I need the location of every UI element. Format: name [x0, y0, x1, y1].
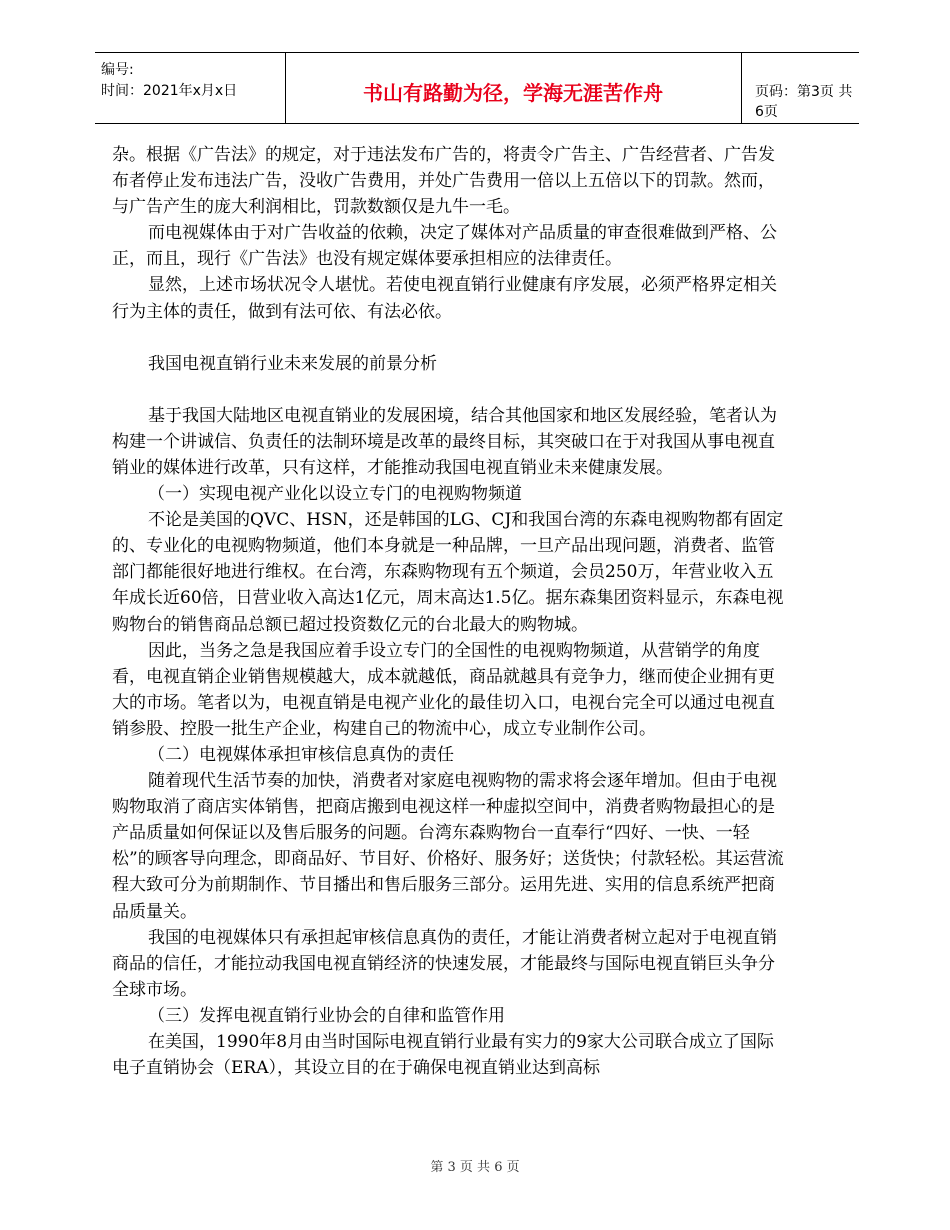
paragraph: 显然，上述市场状况令人堪忧。若使电视直销行业健康有序发展，必须严格界定相关行为主体的责任，做到有法可依、有法必依。 — [112, 275, 777, 322]
document-date-label: 时间：2021年x月x日 — [101, 83, 238, 99]
paragraph: 而电视媒体由于对广告收益的依赖，决定了媒体对产品质量的审查很难做到严格、公正，而且，现行《广告法》也没有规定媒体要承担相应的法律责任。 — [112, 223, 777, 270]
paragraph: 不论是美国的QVC、HSN，还是韩国的LG、CJ和我国台湾的东森电视购物都有固定的、专业化的电视购物频道，他们本身就是一种品牌，一旦产品出现问题，消费者、监管部门都能很好地进行维权。在台湾，东森购物现有五个频道，会员250万，年营业收入五年成长近60倍，日营业收入高达1亿元，周末高达1.5亿。据东森集团资料显示，东森电视购物台的销售商品总额已超过投资数亿元的台北最大的购物城。 — [112, 510, 784, 635]
section-heading: 我国电视直销行业未来发展的前景分析 — [148, 353, 437, 374]
paragraph: 我国的电视媒体只有承担起审核信息真伪的责任，才能让消费者树立起对于电视直销商品的信任，才能拉动我国电视直销经济的快速发展，才能最终与国际电视直销巨头争分全球市场。 — [112, 927, 777, 1000]
header-motto: 书山有路勤为径，学海无涯苦作舟 — [363, 81, 663, 105]
page-footer — [0, 1156, 950, 1175]
subsection-heading-1: （一）实现电视产业化以设立专门的电视购物频道 — [148, 484, 522, 505]
page-header — [95, 52, 859, 124]
subsection-heading-3: （三）发挥电视直销行业协会的自律和监管作用 — [148, 1005, 505, 1026]
paragraph: 因此，当务之急是我国应着手设立专门的全国性的电视购物频道，从营销学的角度看，电视直销企业销售规模越大，成本就越低，商品就越具有竞争力，继而使企业拥有更大的市场。笔者以为，电视直销是电视产业化的最佳切入口，电视台完全可以通过电视直销参股、控股一批生产企业，构建自己的物流中心，成立专业制作公司。 — [112, 640, 775, 739]
paragraph: 随着现代生活节奏的加快，消费者对家庭电视购物的需求将会逐年增加。但由于电视购物取消了商店实体销售，把商店搬到电视这样一种虚拟空间中，消费者购物最担心的是产品质量如何保证以及售后服务的问题。台湾东森购物台一直奉行“四好、一快、一轻松”的顾客导向理念，即商品好、节目好、价格好、服务好；送货快；付款轻松。其运营流程大致可分为前期制作、节目播出和售后服务三部分。运用先进、实用的信息系统严把商品质量关。 — [112, 771, 784, 922]
header-info-cell — [95, 53, 286, 123]
paragraph: 杂。根据《广告法》的规定，对于违法发布广告的，将责令广告主、广告经营者、广告发布者停止发布违法广告，没收广告费用，并处广告费用一倍以上五倍以下的罚款。然而，与广告产生的庞大利润相比，罚款数额仅是九牛一毛。 — [112, 145, 775, 218]
header-page-number: 页码：第3页 共6页 — [755, 84, 853, 120]
footer-page-number: 第 3 页 共 6 页 — [430, 1160, 520, 1175]
subsection-heading-2: （二）电视媒体承担审核信息真伪的责任 — [148, 744, 454, 765]
document-body — [112, 142, 784, 1081]
paragraph: 在美国，1990年8月由当时国际电视直销行业最有实力的9家大公司联合成立了国际电子直销协会（ERA），其设立目的在于确保电视直销业达到高标 — [112, 1032, 774, 1079]
paragraph: 基于我国大陆地区电视直销业的发展困境，结合其他国家和地区发展经验，笔者认为构建一个讲诚信、负责任的法制环境是改革的最终目标，其突破口在于对我国从事电视直销业的媒体进行改革，只有这样，才能推动我国电视直销业未来健康发展。 — [112, 405, 777, 478]
document-code-label: 编号: — [101, 62, 134, 78]
header-motto-cell — [285, 53, 742, 123]
